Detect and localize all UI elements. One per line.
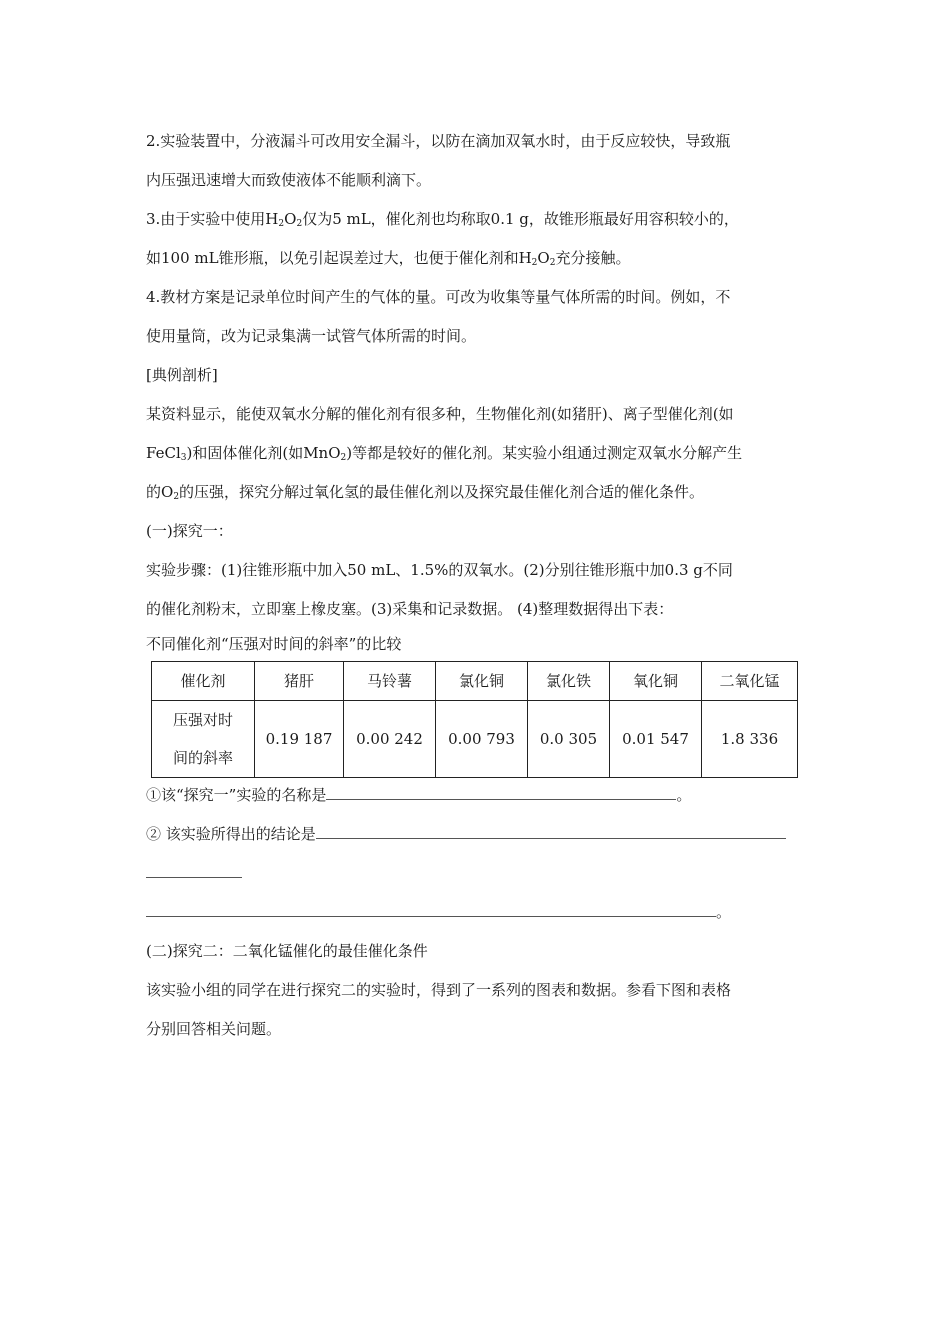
note-2-line-2: 内压强迅速增大而致使液体不能顺利滴下。 xyxy=(146,171,432,189)
example-heading: [典例剖析] xyxy=(146,366,218,384)
part-1-heading: (一)探究一： xyxy=(146,522,233,540)
table-header-row xyxy=(152,662,798,701)
part-2-line-2: 分别回答相关问题。 xyxy=(146,1020,282,1038)
note-4-line-2: 使用量筒，改为记录集满一试管气体所需的时间。 xyxy=(146,327,477,345)
table-header-cell: 二氧化锰 xyxy=(702,662,798,701)
catalyst-comparison-table xyxy=(151,661,798,778)
note-2-line-1: 2.实验装置中，分液漏斗可改用安全漏斗，以防在滴加双氧水时，由于反应较快，导致瓶 xyxy=(146,132,731,150)
table-header-cell: 氯化铜 xyxy=(436,662,528,701)
example-line-2: FeCl$_3$)和固体催化剂(如MnO$_2$)等都是较好的催化剂。某实验小组通过测定双氧水分解产生 xyxy=(146,444,743,463)
steps-line-2: 的催化剂粉末，立即塞上橡皮塞。(3)采集和记录数据。 (4)整理数据得出下表： xyxy=(146,600,674,618)
note-3-line-2: 如100 mL锥形瓶，以免引起误差过大，也便于催化剂和$H_2O_2$充分接触。 xyxy=(146,249,631,268)
document-body xyxy=(146,122,810,1049)
table-cell: 0.0 305 xyxy=(528,701,610,778)
table-cell: 0.19 187 xyxy=(255,701,344,778)
table-header-cell: 猪肝 xyxy=(255,662,344,701)
table-header-cell: 马铃薯 xyxy=(344,662,436,701)
table-header-cell: 氯化铁 xyxy=(528,662,610,701)
part-2-line-1: 该实验小组的同学在进行探究二的实验时，得到了一系列的图表和数据。参看下图和表格 xyxy=(146,981,732,999)
table-cell: 0.00 242 xyxy=(344,701,436,778)
example-line-1: 某资料显示，能使双氧水分解的催化剂有很多种，生物催化剂(如猪肝)、离子型催化剂(如 xyxy=(146,405,734,423)
answer-blank-2a[interactable] xyxy=(316,824,786,839)
part-2-heading: (二)探究二：二氧化锰催化的最佳催化条件 xyxy=(146,942,428,960)
table-caption: 不同催化剂“压强对时间的斜率”的比较 xyxy=(146,635,402,653)
table-cell: 0.01 547 xyxy=(610,701,702,778)
question-2-last-line: 。 xyxy=(146,893,810,932)
note-4-line-1: 4.教材方案是记录单位时间产生的气体的量。可改为收集等量气体所需的时间。例如，不 xyxy=(146,288,731,306)
table-cell: 0.00 793 xyxy=(436,701,528,778)
example-line-3: 的$O_2$的压强，探究分解过氧化氢的最佳催化剂以及探究最佳催化剂合适的催化条件。 xyxy=(146,483,705,502)
answer-blank-1[interactable] xyxy=(326,785,676,800)
question-2-continued xyxy=(146,854,810,893)
note-3-line-1: 3.由于实验中使用$H_2O_2$仅为5 mL，催化剂也均称取0.1 g，故锥形瓶最好用容积较小的， xyxy=(146,210,739,229)
table-header-cell: 氧化铜 xyxy=(610,662,702,701)
steps-line-1: 实验步骤：(1)往锥形瓶中加入50 mL、1.5%的双氧水。(2)分别往锥形瓶中加0.3 g不同 xyxy=(146,561,733,579)
question-2: ② 该实验所得出的结论是 xyxy=(146,815,810,854)
answer-blank-2c[interactable] xyxy=(146,902,716,917)
table-cell: 1.8 336 xyxy=(702,701,798,778)
table-row-label: 压强对时 间的斜率 xyxy=(152,701,255,778)
table-header-cell: 催化剂 xyxy=(152,662,255,701)
table-row xyxy=(152,701,798,778)
question-1: ①该“探究一”实验的名称是 。 xyxy=(146,786,692,804)
answer-blank-2b[interactable] xyxy=(146,863,242,878)
